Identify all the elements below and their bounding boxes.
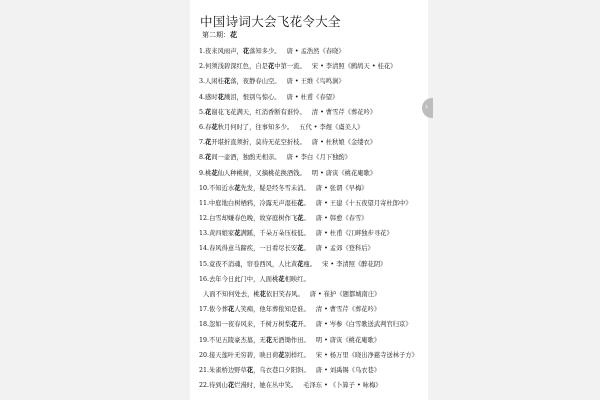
line-attribution: 唐 • 刘禹锡《乌衣巷》 bbox=[315, 366, 381, 374]
line-text-after: 人笑痴，他年葬侬知是谁。 bbox=[234, 306, 310, 314]
line-text-before: 21.朱雀桥边野草 bbox=[199, 366, 247, 374]
line-keyword: 花 bbox=[246, 366, 254, 374]
section-label bbox=[202, 30, 237, 40]
line-keyword: 花 bbox=[297, 215, 304, 223]
line-text-before: 8. bbox=[199, 154, 206, 162]
line-text-before: 14.春风得意马蹄疾，一日看尽长安 bbox=[199, 245, 298, 253]
line-text-before: 10.不知近水 bbox=[199, 184, 235, 192]
line-text-after: 中第一流。 bbox=[274, 63, 306, 71]
line-keyword: 花 bbox=[211, 169, 218, 177]
line-attribution: 唐 • 崔护《题都城南庄》 bbox=[309, 291, 381, 298]
line-keyword: 花 bbox=[242, 48, 250, 55]
line-attribution: 唐 • 孟浩然《春晓》 bbox=[286, 48, 345, 55]
line-text-before: 5. bbox=[199, 108, 206, 116]
line-text-before: 6.春 bbox=[199, 123, 212, 131]
line-keyword: 花 bbox=[290, 321, 298, 329]
poem-line bbox=[199, 44, 427, 59]
poem-line bbox=[199, 257, 427, 272]
line-text-after: 相映红。 bbox=[284, 275, 310, 283]
line-keyword: 花 bbox=[223, 78, 231, 86]
line-keyword: 花 bbox=[205, 154, 212, 162]
line-text-before: 13.黄四娘家 bbox=[199, 230, 235, 238]
line-text-after: 烂漫时，她在丛中笑。 bbox=[234, 382, 298, 390]
line-text-after: 开。 bbox=[297, 321, 310, 329]
line-attribution: 唐 • 杜秋娘《金缕衣》 bbox=[311, 139, 377, 147]
line-keyword: 花 bbox=[234, 230, 241, 238]
line-text-before: 20.接天莲叶无穷碧，映日荷 bbox=[199, 351, 279, 359]
line-text-after: 开堪折直须折，莫待无花空折枝。 bbox=[211, 139, 306, 147]
line-attribution: 唐 • 韩愈《春雪》 bbox=[315, 215, 368, 223]
poem-line bbox=[199, 348, 427, 363]
line-text-after: 间一壶酒，独酌无相亲。 bbox=[211, 154, 281, 162]
line-text-after: 溅泪，恨别鸟惊心。 bbox=[223, 93, 281, 101]
poem-line bbox=[199, 90, 427, 105]
line-text-after: 。 bbox=[303, 245, 310, 253]
line-attribution: 唐 • 杜甫《春望》 bbox=[286, 93, 339, 101]
line-keyword: 花 bbox=[211, 123, 218, 131]
line-text-after: 仙人种桃树，又摘桃花换酒钱。 bbox=[217, 169, 306, 177]
line-attribution: 唐 • 李白《月下独酌》 bbox=[286, 154, 351, 162]
chevron-right-icon: › bbox=[425, 102, 429, 111]
poem-line bbox=[199, 105, 427, 120]
line-keyword: 花 bbox=[297, 245, 304, 253]
line-keyword: 花 bbox=[265, 336, 272, 344]
line-text-before: 11.中庭地白树栖鸦，冷露无声湿桂 bbox=[199, 199, 298, 207]
line-attribution: 明 • 唐寅《桃花庵歌》 bbox=[311, 169, 377, 177]
line-attribution: 唐 • 张谓《早梅》 bbox=[315, 184, 368, 192]
line-text-before: 15.竟夜不消魂，帘卷西风，人比黄 bbox=[199, 260, 298, 268]
line-text-after: 。 bbox=[303, 215, 310, 223]
line-attribution: 唐 • 王维《鸟鸣涧》 bbox=[286, 78, 345, 86]
line-attribution: 宋 • 李清照《醉花阴》 bbox=[322, 260, 387, 268]
line-keyword: 花 bbox=[217, 93, 224, 101]
poem-line bbox=[199, 363, 427, 378]
poem-line bbox=[199, 272, 427, 287]
line-text-after: ，乌衣巷口夕阳斜。 bbox=[253, 366, 310, 374]
line-text-after: 依旧笑春风。 bbox=[265, 291, 304, 298]
line-text-after: 。 bbox=[303, 199, 310, 207]
line-text-before: 19.不见五陵豪杰墓，无 bbox=[199, 336, 266, 344]
line-attribution: 唐 • 岑参《白雪歌送武判官归京》 bbox=[315, 321, 412, 329]
line-attribution: 清 • 曹雪芹《葬花吟》 bbox=[315, 306, 381, 314]
line-keyword: 花 bbox=[227, 306, 235, 314]
line-attribution: 唐 • 杜甫《江畔独步寻花》 bbox=[315, 230, 393, 238]
line-attribution: 唐 • 孟郊《登科后》 bbox=[315, 245, 374, 253]
poem-line bbox=[199, 378, 427, 393]
line-keyword: 花 bbox=[205, 139, 212, 147]
line-text-after: 瘦。 bbox=[303, 260, 317, 268]
section-keyword: 花 bbox=[230, 30, 237, 39]
line-text-before: 22.待到山 bbox=[199, 382, 228, 390]
poem-line bbox=[199, 317, 427, 332]
poem-line bbox=[199, 181, 427, 196]
line-text-before: 人面不知何处去，桃 bbox=[203, 291, 260, 298]
line-text-after: 秋月何时了，往事知多少。 bbox=[217, 123, 294, 131]
line-keyword: 花 bbox=[278, 275, 285, 283]
line-text-after: 满蹊，千朵万朵压枝低。 bbox=[240, 230, 310, 238]
line-text-after: 别样红。 bbox=[284, 351, 310, 359]
line-attribution: 明 • 唐寅《桃花庵歌》 bbox=[315, 336, 381, 344]
poem-line bbox=[199, 211, 427, 226]
poem-line-list bbox=[199, 44, 427, 393]
poem-line bbox=[199, 120, 427, 135]
section-label-text: 第二期： bbox=[202, 31, 230, 39]
line-keyword: 花 bbox=[227, 382, 235, 390]
line-text-before: 2.何须浅碧深红色，自是 bbox=[199, 63, 268, 71]
line-text-after: 落知多少。 bbox=[249, 48, 281, 55]
poem-line bbox=[199, 74, 427, 89]
poem-line bbox=[199, 196, 427, 211]
line-text-before: 4.感时 bbox=[199, 93, 218, 101]
line-text-before: 1.夜来风雨声， bbox=[199, 48, 243, 55]
line-keyword: 花 bbox=[259, 291, 266, 298]
line-text-before: 3.人闲桂 bbox=[199, 78, 224, 86]
line-keyword: 花 bbox=[297, 260, 304, 268]
line-text-after: 落，夜静春山空。 bbox=[230, 78, 281, 86]
line-keyword: 花 bbox=[205, 108, 212, 116]
poem-line bbox=[199, 59, 427, 74]
line-text-after: 无酒锄作田。 bbox=[271, 336, 310, 344]
poem-line bbox=[199, 241, 427, 256]
line-attribution: 宋 • 杨万里《晓出净慈寺送林子方》 bbox=[315, 351, 418, 359]
line-text-before: 17.侬今葬 bbox=[199, 306, 228, 314]
line-attribution: 五代 • 李煜《虞美人》 bbox=[299, 123, 364, 131]
line-attribution: 宋 • 李清照《鹧鸪天 • 桂花》 bbox=[311, 63, 397, 71]
line-attribution: 清 • 曹雪芹《葬花吟》 bbox=[311, 108, 377, 116]
line-text-before: 16.去年今日此门中，人面桃 bbox=[199, 275, 279, 283]
poem-line bbox=[199, 166, 427, 181]
line-text-before: 18.忽如一夜春风来，千树万树梨 bbox=[199, 321, 291, 329]
line-text-after: 先发，疑是经冬雪未消。 bbox=[240, 184, 310, 192]
page-title: 中国诗词大会飞花令大全 bbox=[200, 14, 341, 29]
line-keyword: 花 bbox=[234, 184, 241, 192]
poem-line bbox=[199, 150, 427, 165]
poem-line bbox=[199, 333, 427, 348]
line-text-before: 12.白雪却嫌春色晚，故穿庭树作飞 bbox=[199, 215, 298, 223]
line-keyword: 花 bbox=[297, 199, 304, 207]
document-page bbox=[190, 0, 428, 400]
line-text-before: 9.桃 bbox=[199, 169, 212, 177]
line-attribution: 毛泽东 • 《卜算子 • 咏梅》 bbox=[303, 382, 382, 390]
line-keyword: 花 bbox=[267, 63, 275, 71]
poem-line bbox=[199, 287, 427, 302]
poem-line bbox=[199, 135, 427, 150]
line-keyword: 花 bbox=[278, 351, 285, 359]
line-attribution: 唐 • 王建《十五夜望月寄杜郎中》 bbox=[315, 199, 412, 207]
poem-line bbox=[199, 226, 427, 241]
line-text-before: 7. bbox=[199, 139, 206, 147]
poem-line bbox=[199, 302, 427, 317]
line-text-after: 谢花飞花满天，红消香断有谁怜。 bbox=[211, 108, 306, 116]
